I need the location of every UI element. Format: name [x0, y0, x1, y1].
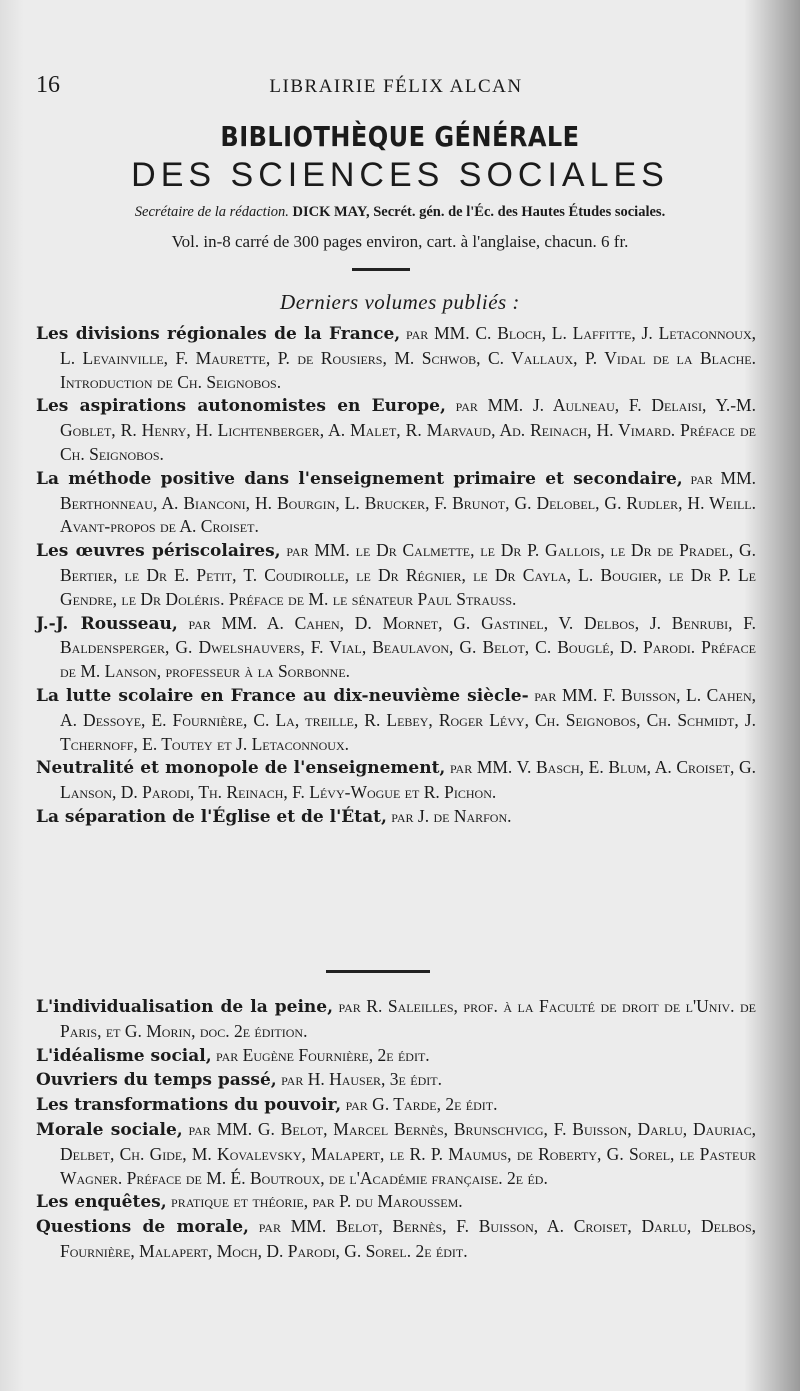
running-header — [36, 72, 756, 102]
book-details: par MM. C. Bloch, L. Laffitte, J. Letaconnoux, L. Levainville, F. Maurette, P. de Rousiers, M. Schwob, C. Vallaux, P. Vidal de la Blache. Introduction de Ch. Seignobos. — [60, 323, 756, 392]
secretary-text: DICK MAY, Secrét. gén. de l'Éc. des Hautes Études sociales. — [292, 204, 666, 220]
book-details: par MM. A. Cahen, D. Mornet, G. Gastinel, V. Delbos, J. Benrubi, F. Baldensperger, G. Dwelshauvers, F. Vial, Beaulavon, G. Belot, C. Bouglé, D. Parodi. Préface de M. Lanson, professeur à la Sorbonne. — [60, 612, 757, 682]
list-item — [36, 539, 756, 611]
book-details: par MM. V. Basch, E. Blum, A. Croiset, G. Lanson, D. Parodi, Th. Reinach, F. Lévy-Wogue et R. Pichon. — [60, 757, 757, 803]
list-item — [36, 756, 756, 805]
collection-title-line2: DES SCIENCES SOCIALES — [131, 156, 669, 194]
book-title: Les transformations du pouvoir, — [36, 1095, 342, 1116]
recent-volumes-list — [36, 322, 756, 830]
list-item — [36, 684, 756, 756]
publisher-name: LIBRAIRIE FÉLIX ALCAN — [269, 76, 523, 97]
book-details: pratique et théorie, par P. du Maroussem. — [166, 1191, 463, 1212]
book-details: par MM. le Dr Calmette, le Dr P. Gallois, le Dr de Pradel, G. Bertier, le Dr E. Petit, T. Coudirolle, le Dr Régnier, le Dr Cayla, L. Bougier, le Dr P. Le Gendre, le Dr Doléris. Préface de M. le sénateur Paul Strauss. — [60, 540, 756, 609]
older-volumes-list — [36, 995, 756, 1264]
book-details: par MM. Berthonneau, A. Bianconi, H. Bourgin, L. Brucker, F. Brunot, G. Delobel, G. Rudler, H. Weill. Avant-propos de A. Croiset. — [60, 467, 756, 537]
list-item — [36, 467, 756, 539]
volume-info: Vol. in-8 carré de 300 pages environ, cart. à l'anglaise, chacun. 6 fr. — [171, 232, 629, 251]
book-details: par Eugène Fournière, 2e édit. — [211, 1044, 430, 1065]
book-title: L'individualisation de la peine, — [36, 997, 334, 1017]
book-details: par MM. F. Buisson, L. Cahen, A. Dessoye, E. Fournière, C. La, treille, R. Lebey, Roger Lévy, Ch. Seignobos, Ch. Schmidt, J. Tchernoff, E. Toutey et J. Letaconnoux. — [60, 684, 756, 754]
book-title: La séparation de l'Église et de l'État, — [36, 806, 387, 827]
list-item — [36, 805, 756, 830]
secretary-line — [0, 204, 800, 221]
book-title: Les enquêtes, — [36, 1192, 167, 1213]
book-details: par R. Saleilles, prof. à la Faculté de droit de l'Univ. de Paris, et G. Morin, doc. 2e édition. — [60, 996, 756, 1041]
list-item — [36, 1093, 756, 1118]
book-title: Neutralité et monopole de l'enseignement, — [36, 758, 446, 779]
book-title: La lutte scolaire en France au dix-neuvième siècle- — [36, 685, 529, 706]
book-title: Les aspirations autonomistes en Europe, — [36, 396, 446, 417]
book-details: par G. Tarde, 2e édit. — [341, 1094, 498, 1115]
book-title: Morale sociale, — [36, 1119, 183, 1140]
book-title: Les œuvres périscolaires, — [36, 541, 281, 562]
page-number: 16 — [36, 72, 60, 98]
list-item — [36, 1190, 756, 1215]
book-title: Les divisions régionales de la France, — [36, 324, 401, 344]
divider-rule — [326, 970, 430, 973]
list-item — [36, 1215, 756, 1264]
book-title: J.-J. Rousseau, — [36, 613, 178, 634]
list-item — [36, 394, 756, 466]
list-item — [36, 995, 756, 1044]
book-title: La méthode positive dans l'enseignement primaire et secondaire, — [36, 468, 683, 489]
book-details: par MM. J. Aulneau, F. Delaisi, Y.-M. Goblet, R. Henry, H. Lichtenberger, A. Malet, R. Marvaud, Ad. Reinach, H. Vimard. Préface de Ch. Seignobos. — [60, 395, 756, 464]
book-details: par MM. Belot, Bernès, F. Buisson, A. Croiset, Darlu, Delbos, Fournière, Malapert, Moch, D. Parodi, G. Sorel. 2e édit. — [60, 1216, 756, 1261]
book-title: L'idéalisme social, — [36, 1045, 212, 1066]
list-item — [36, 322, 756, 394]
recent-volumes-heading: Derniers volumes publiés : — [280, 290, 520, 314]
book-title: Ouvriers du temps passé, — [36, 1070, 277, 1091]
list-item — [36, 1118, 756, 1190]
book-title: Questions de morale, — [36, 1217, 249, 1238]
list-item — [36, 612, 756, 684]
secretary-label: Secrétaire de la rédaction. — [134, 204, 289, 220]
book-details: par J. de Narfon. — [386, 805, 512, 826]
collection-title-line1: BIBLIOTHÈQUE GÉNÉRALE — [220, 120, 580, 153]
book-details: par H. Hauser, 3e édit. — [276, 1069, 442, 1090]
divider-rule — [352, 268, 410, 271]
list-item — [36, 1068, 756, 1093]
book-details: par MM. G. Belot, Marcel Bernès, Brunschvicg, F. Buisson, Darlu, Dauriac, Delbet, Ch. Gide, M. Kovalevsky, Malapert, le R. P. Maumus, de Roberty, G. Sorel, le Pasteur Wagner. Préface de M. É. Boutroux, de l'Académie française. 2e éd. — [60, 1118, 757, 1188]
list-item — [36, 1044, 756, 1069]
